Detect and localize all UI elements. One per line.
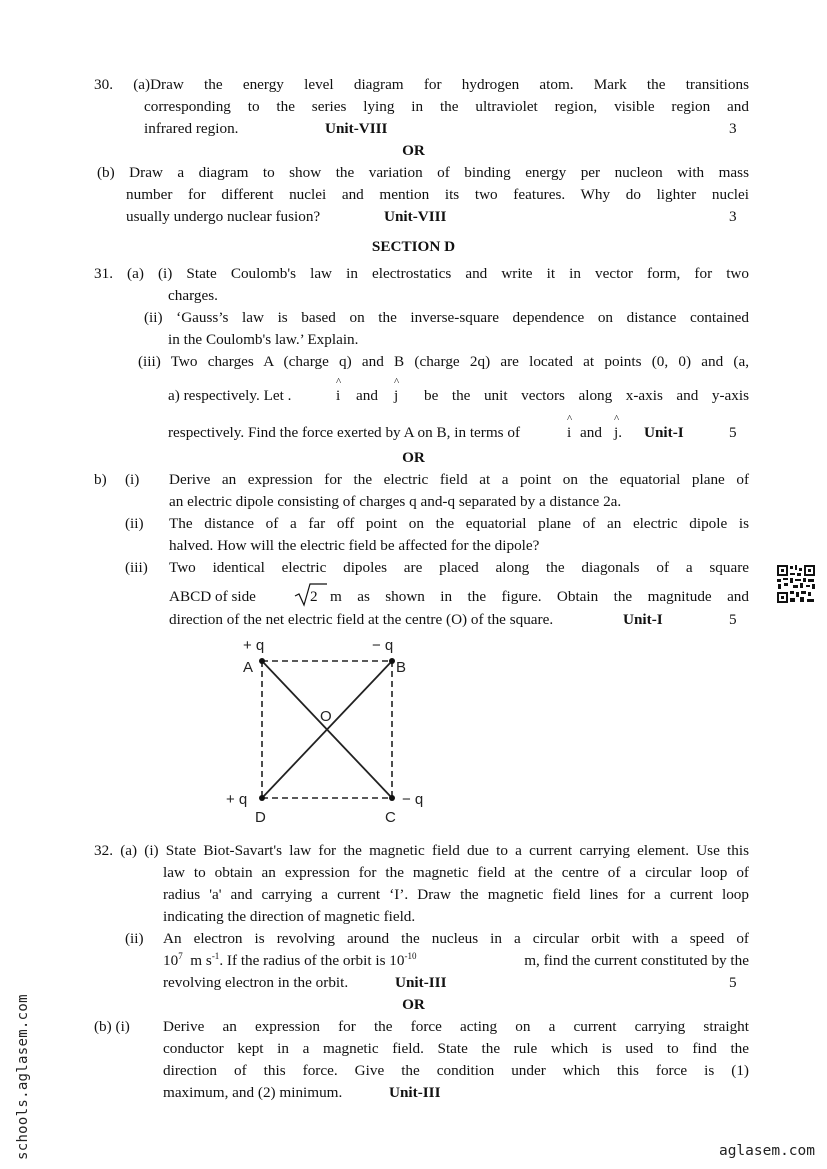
q31-b-iii-line1: Two identical electric dipoles are placed along the diagonals of a square: [169, 559, 749, 576]
q32-b-line1: Derive an expression for the force acting on a current carrying straight: [163, 1018, 749, 1035]
label-a: A: [243, 659, 254, 676]
q31-b-ii-line2: halved. How will the electric field be affected for the dipole?: [169, 537, 540, 554]
q30-b-unit: Unit-VIII: [384, 208, 447, 225]
q31-b-label: b): [94, 471, 107, 488]
q30-a-line2: corresponding to the series lying in the ultraviolet region, visible region and: [144, 98, 749, 115]
q31-b-iii-line2a: ABCD of side: [169, 588, 256, 605]
q32-a-i-line2: law to obtain an expression for the magnetic field at the centre of a circular loop of: [163, 864, 749, 881]
label-b: B: [396, 659, 407, 676]
q32-or: OR: [402, 996, 425, 1013]
footer-watermark: aglasem.com: [718, 1143, 815, 1159]
q32-b-line4: maximum, and (2) minimum.: [163, 1084, 343, 1101]
q31-b-i-line2: an electric dipole consisting of charges q and-q separated by a distance 2a.: [169, 493, 622, 510]
q31-a-iii-line1: (iii) Two charges A (charge q) and B (charge 2q) are located at points (0, 0) and (a,: [138, 353, 749, 370]
q30-a-line1: 30. (a)Draw the energy level diagram for hydrogen atom. Mark the transitions: [94, 76, 749, 93]
q32-b-line3: direction of this force. Give the condition under which this force is (1): [163, 1062, 749, 1079]
q31-a-ii-line2: in the Coulomb's law.’ Explain.: [168, 331, 359, 348]
q31-b-iii-line3: direction of the net electric field at the centre (O) of the square.: [169, 611, 554, 628]
q30-b-line1: (b) Draw a diagram to show the variation of binding energy per nucleon with mass: [97, 164, 749, 181]
i-hat-symbol: ^ i: [336, 385, 340, 407]
q32-a-unit: Unit-III: [395, 974, 447, 991]
q30-a-unit: Unit-VIII: [325, 120, 388, 137]
point-d: [259, 795, 265, 801]
q31-b-iii-label: (iii): [125, 559, 148, 576]
q31-b-i-line1: Derive an expression for the electric field at a point on the equatorial plane of: [169, 471, 749, 488]
j-hat-symbol-2: ^ j.: [614, 422, 622, 444]
q32-a-marks: 5: [729, 974, 737, 991]
q32-a-i-line1: 32. (a) (i) State Biot-Savart's law for the magnetic field due to a current carrying element. Use this: [94, 842, 749, 859]
q31-b-iii-line2b: m as shown in the figure. Obtain the magnitude and: [330, 588, 749, 605]
q31-b-ii-label: (ii): [125, 515, 144, 532]
q32-a-ii-line1: An electron is revolving around the nucleus in a circular orbit with a speed of: [163, 930, 749, 947]
q31-b-i-label: (i): [125, 471, 140, 488]
and-word: and: [356, 387, 378, 404]
q30-b-marks: 3: [729, 208, 737, 225]
label-d: D: [255, 809, 266, 826]
q31-a-ii-line1: (ii) ‘Gauss’s law is based on the inverse-square dependence on distance contained: [144, 309, 749, 326]
label-a-charge: + q: [243, 637, 265, 654]
label-b-charge: − q: [372, 637, 394, 654]
q30-b-line3: usually undergo nuclear fusion?: [126, 208, 321, 225]
q30-b-line2: number for different nuclei and mention its two features. Why do lighter nuclei: [126, 186, 749, 203]
q31-a-iii-line2a: a) respectively. Let .: [168, 387, 292, 404]
side-watermark: schools.aglasem.com: [15, 994, 31, 1160]
q30-or: OR: [402, 142, 425, 159]
q32-a-ii-line2: $10^7$ m $s^{-1}$. If the radius of the orbit is $10^{-10}$ m, find the current constituted by the: [163, 951, 749, 969]
q31-a-unit: Unit-I: [644, 424, 684, 441]
q32-b-line2: conductor kept in a magnetic field. State the rule which is used to find the: [163, 1040, 749, 1057]
q32-b-label: (b) (i): [94, 1018, 130, 1035]
q31-or: OR: [402, 449, 425, 466]
q31-a-iii-line2b: be the unit vectors along x-axis and y-axis: [424, 387, 749, 404]
j-hat-symbol: ^ j: [394, 385, 398, 407]
q32-a-i-line3: radius 'a' and carrying a current ‘I’. Draw the magnetic field lines for a current loop: [163, 886, 749, 903]
q32-a-i-line4: indicating the direction of magnetic field.: [163, 908, 416, 925]
point-a: [259, 658, 265, 664]
q31-b-unit: Unit-I: [623, 611, 663, 628]
label-d-charge: + q: [226, 791, 248, 808]
q31-b-marks: 5: [729, 611, 737, 628]
q31-a-iii-line3a: respectively. Find the force exerted by A on B, in terms of: [168, 424, 521, 441]
i-hat-symbol-2: ^ i: [567, 422, 571, 444]
point-b: [389, 658, 395, 664]
section-title: SECTION D: [371, 238, 456, 255]
q30-a-marks: 3: [729, 120, 737, 137]
dipole-square-figure: [215, 632, 445, 828]
label-c-charge: − q: [402, 791, 424, 808]
q32-a-ii-label: (ii): [125, 930, 144, 947]
label-o: O: [320, 708, 332, 725]
q32-a-ii-line3: revolving electron in the orbit.: [163, 974, 349, 991]
q32-b-unit: Unit-III: [389, 1084, 441, 1101]
q31-a-i-line2: charges.: [168, 287, 218, 304]
and-word-2: and: [580, 424, 602, 441]
q31-a-marks: 5: [729, 424, 737, 441]
qr-code-icon: [776, 564, 816, 604]
q31-a-i-line1: 31. (a) (i) State Coulomb's law in electrostatics and write it in vector form, for two: [94, 265, 749, 282]
q31-b-ii-line1: The distance of a far off point on the equatorial plane of an electric dipole is: [169, 515, 749, 532]
point-c: [389, 795, 395, 801]
q30-a-line3: infrared region.: [144, 120, 239, 137]
label-c: C: [385, 809, 396, 826]
